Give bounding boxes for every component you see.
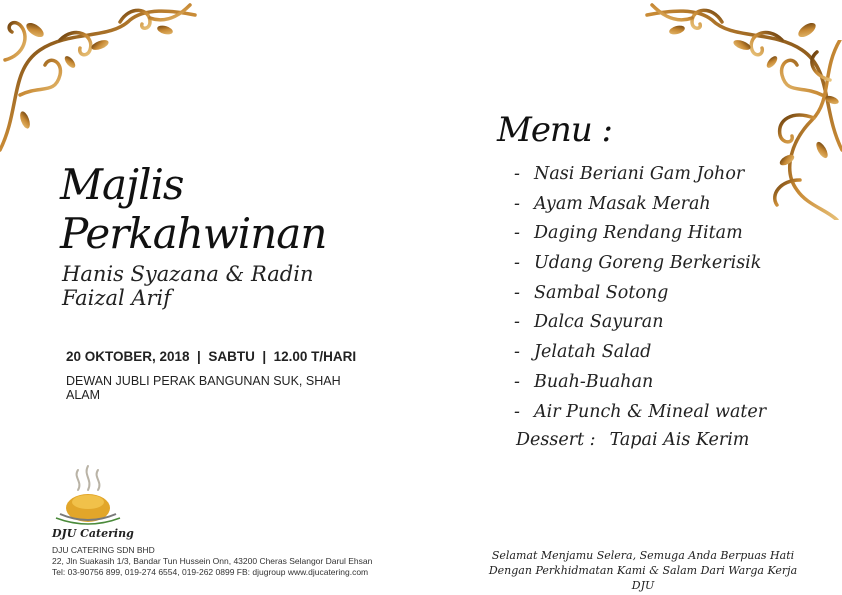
menu-item-dash: - [514,342,520,363]
dessert-value: Tapai Ais Kerim [609,430,750,450]
footer-greeting [478,548,808,593]
menu-item [514,338,766,368]
menu-list [514,160,766,427]
floral-ornament-icon [0,0,200,165]
menu-item-label: Udang Goreng Berkerisik [534,253,762,274]
menu-item [514,190,766,220]
dessert-label: Dessert : [516,430,596,450]
menu-item-dash: - [514,312,520,333]
event-title: Majlis Perkahwinan [60,160,327,258]
menu-item [514,249,766,279]
footer-line-1: Selamat Menjamu Selera, Semuga Anda Berpuas Hati [491,549,795,562]
menu-title: Menu : [497,110,612,150]
menu-item-dash: - [514,223,520,244]
menu-item [514,308,766,338]
logo-text: DJU Catering [52,527,134,540]
menu-item-dash: - [514,371,520,392]
menu-item-label: Buah-Buahan [534,371,654,392]
event-venue: DEWAN JUBLI PERAK BANGUNAN SUK, SHAH ALAM [66,374,341,402]
menu-item [514,160,766,190]
menu-item [514,368,766,398]
menu-item [514,279,766,309]
menu-item [514,219,766,249]
menu-item-label: Ayam Masak Merah [534,193,711,214]
company-contact: Tel: 03-90756 899, 019-274 6554, 019-262 0899 FB: djugroup www.djucatering.com [52,567,369,577]
menu-item-label: Daging Rendang Hitam [534,223,743,244]
menu-item-dash: - [514,401,520,422]
footer-line-2: Dengan Perkhidmatan Kami & Salam Dari Warga Kerja DJU [488,564,798,592]
company-address: 22, Jln Suakasih 1/3, Bandar Tun Hussein Onn, 43200 Cheras Selangor Darul Ehsan [52,556,373,566]
menu-item-label: Air Punch & Mineal water [534,401,767,422]
menu-item-label: Sambal Sotong [534,282,669,303]
menu-item-dash: - [514,282,520,303]
dessert-line [516,430,749,450]
menu-item-dash: - [514,253,520,274]
menu-item-label: Dalca Sayuran [534,312,664,333]
menu-item [514,398,766,428]
couple-names: Hanis Syazana & Radin Faizal Arif [62,262,314,310]
event-date-time: 20 OKTOBER, 2018 | SABTU | 12.00 T/HARI [66,349,357,364]
company-info [52,545,372,578]
menu-item-dash: - [514,164,520,184]
menu-item-dash: - [514,193,520,214]
company-name: DJU CATERING SDN BHD [52,545,155,555]
menu-item-label: Nasi Beriani Gam Johor [534,164,745,184]
menu-item-label: Jelatah Salad [534,342,652,363]
